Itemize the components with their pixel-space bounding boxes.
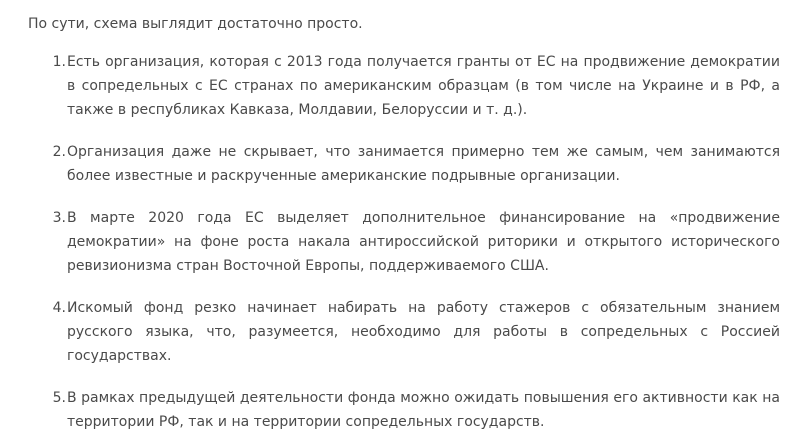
list-item [52, 140, 780, 188]
numbered-list [28, 50, 780, 434]
list-item-text: Организация даже не скрывает, что занимается примерно тем же самым, чем занимаются более известные и раскрученные американские подрывные организации. [67, 144, 780, 184]
list-item-number: 5. [52, 390, 66, 406]
list-item-text: В марте 2020 года ЕС выделяет дополнительное финансирование на «продвижение демократии» на фоне роста накала антироссийской риторики и открытого исторического ревизионизма стран Восточной Европы, поддерживаемого США. [67, 210, 780, 274]
list-item [52, 50, 780, 122]
list-item-number: 4. [52, 300, 66, 316]
list-item-text: В рамках предыдущей деятельности фонда можно ожидать повышения его активности как на территории РФ, так и на территории сопредельных государств. [67, 390, 780, 430]
list-item-text: Есть организация, которая с 2013 года получается гранты от ЕС на продвижение демократии в сопредельных с ЕС странах по американским образцам (в том числе на Украине и в РФ, а также в республиках Кавказа, Молдавии, Белоруссии и т. д.). [67, 54, 780, 118]
intro-paragraph: По сути, схема выглядит достаточно просто. [28, 16, 363, 32]
list-item-number: 2. [52, 144, 66, 160]
list-item [52, 296, 780, 368]
list-item-text: Искомый фонд резко начинает набирать на работу стажеров с обязательным знанием русского языка, что, разумеется, необходимо для работы в сопредельных с Россией государствах. [67, 300, 780, 364]
list-item-number: 1. [52, 54, 66, 70]
list-item-number: 3. [52, 210, 66, 226]
list-item [52, 386, 780, 434]
list-item [52, 206, 780, 278]
